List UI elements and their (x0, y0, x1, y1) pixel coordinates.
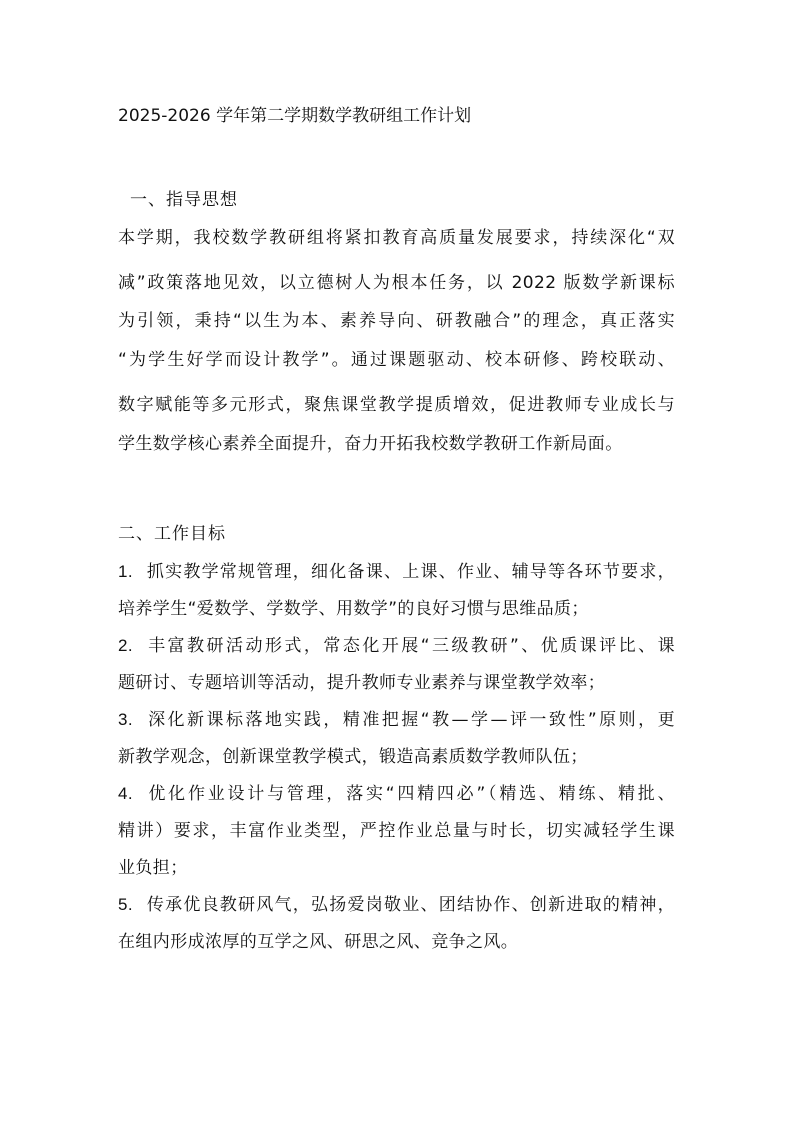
goal-item-4-continued: 业负担； (118, 858, 188, 878)
goal-item-5 (118, 893, 675, 917)
paragraph-line: 为引领，秉持“以生为本、素养导向、研教融合”的理念，真正落实 (118, 311, 675, 331)
goal-text: 传承优良教研风气，弘扬爱岗敬业、团结协作、创新进取的精神， (146, 895, 675, 915)
paragraph-line: 数字赋能等多元形式，聚焦课堂教学提质增效，促进教师专业成长与 (118, 395, 675, 415)
goal-number: 5. (118, 895, 133, 914)
goal-item-3 (118, 708, 675, 732)
paragraph-line: 学生数学核心素养全面提升，奋力开拓我校数学教研工作新局面。 (118, 434, 623, 454)
goal-number: 1. (118, 562, 133, 581)
section-heading-guiding-ideology: 一、指导思想 (130, 190, 238, 210)
goal-text: 优化作业设计与管理，落实“四精四必”（精选、精练、精批、 (146, 784, 675, 804)
goal-number: 3. (118, 710, 133, 729)
goal-item-4 (118, 782, 675, 806)
goal-number: 4. (118, 784, 133, 803)
goal-item-5-continued: 在组内形成浓厚的互学之风、研思之风、竞争之风。 (118, 932, 519, 952)
paragraph-line: “为学生好学而设计教学”。通过课题驱动、校本研修、跨校联动、 (118, 350, 675, 370)
goal-number: 2. (118, 636, 133, 655)
paragraph-line: 减”政策落地见效，以立德树人为根本任务，以 2022 版数学新课标 (118, 273, 675, 293)
section-heading-work-goals: 二、工作目标 (118, 524, 226, 544)
goal-item-1 (118, 560, 675, 584)
goal-text: 丰富教研活动形式，常态化开展“三级教研”、优质课评比、课 (146, 636, 675, 656)
goal-text: 抓实教学常规管理，细化备课、上课、作业、辅导等各环节要求， (146, 562, 675, 582)
paragraph-line: 本学期，我校数学教研组将紧扣教育高质量发展要求，持续深化“双 (118, 228, 675, 248)
goal-item-4-continued: 精讲）要求，丰富作业类型，严控作业总量与时长，切实减轻学生课 (118, 821, 675, 841)
document-title: 2025-2026 学年第二学期数学教研组工作计划 (118, 106, 472, 126)
goal-item-3-continued: 新教学观念，创新课堂教学模式，锻造高素质数学教师队伍； (118, 747, 588, 767)
goal-item-1-continued: 培养学生“爱数学、学数学、用数学”的良好习惯与思维品质； (118, 599, 589, 619)
goal-item-2-continued: 题研讨、专题培训等活动，提升教师专业素养与课堂教学效率； (118, 673, 606, 693)
goal-item-2 (118, 634, 675, 658)
goal-text: 深化新课标落地实践，精准把握“教—学—评一致性”原则，更 (146, 710, 675, 730)
